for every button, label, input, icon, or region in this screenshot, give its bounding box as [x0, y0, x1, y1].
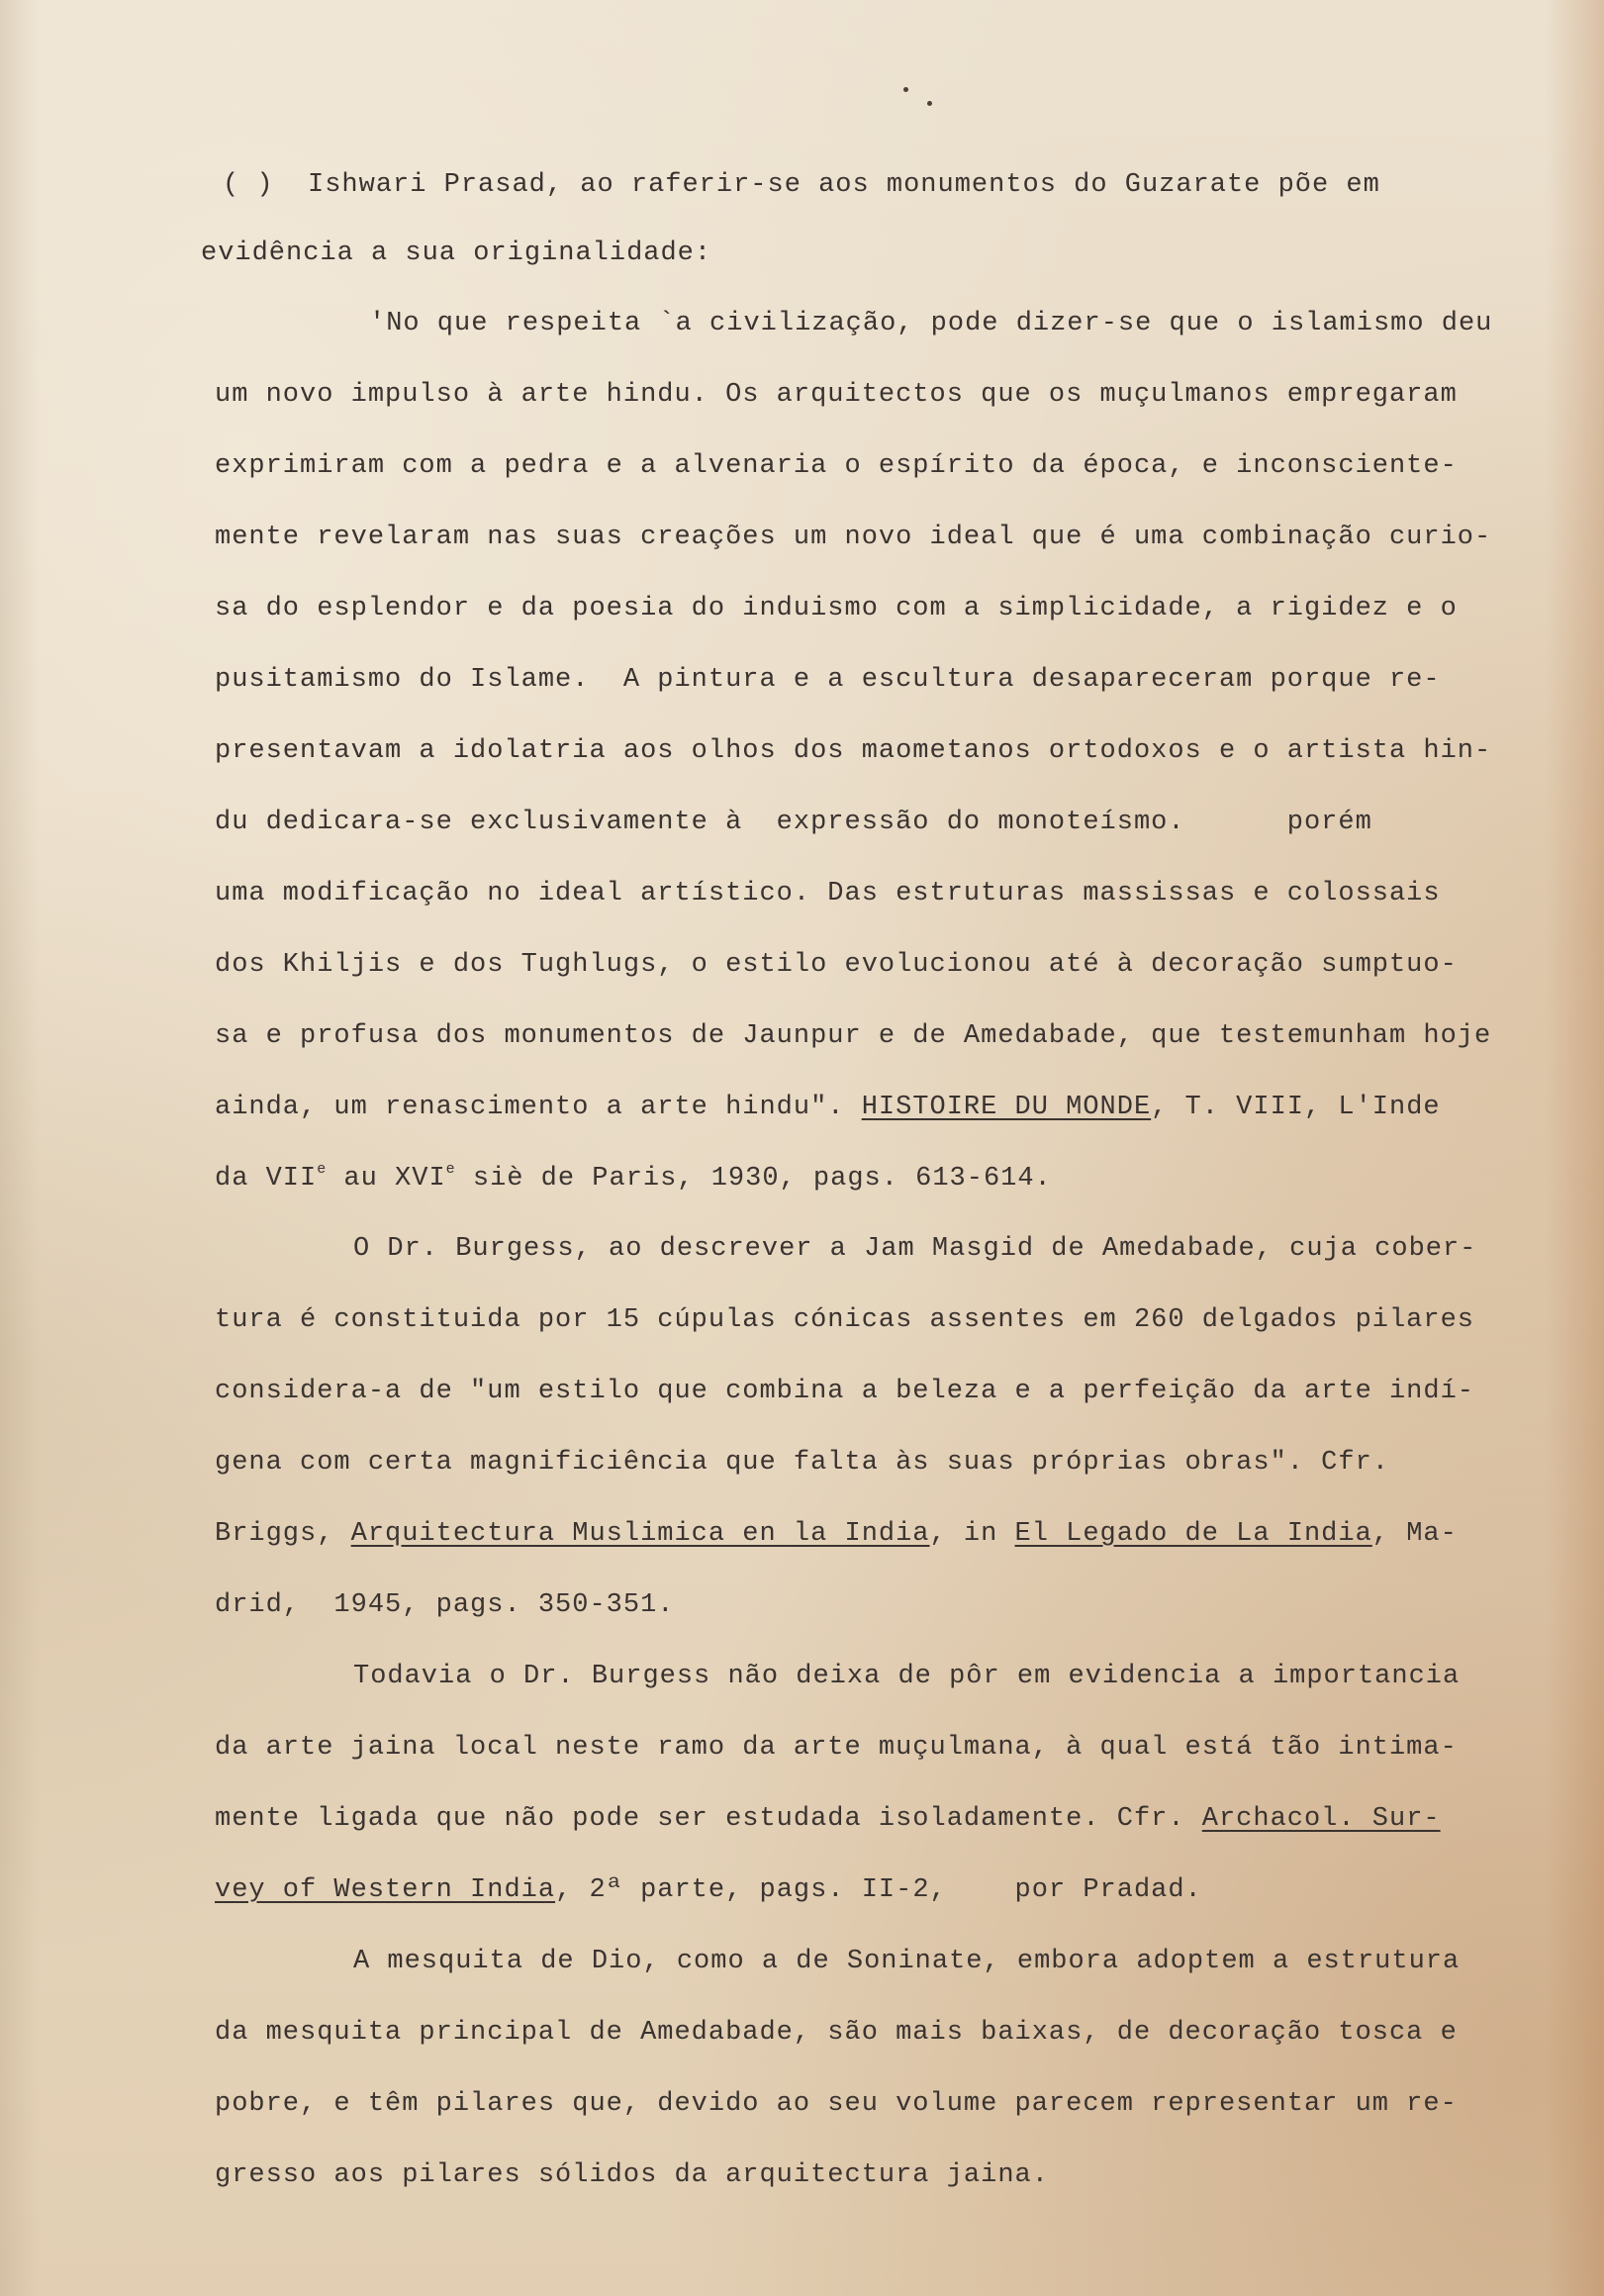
text-line: du dedicara-se exclusivamente à expressão do monoteísmo. porém: [215, 808, 1372, 837]
ink-speck: [903, 87, 908, 92]
text-line: tura é constituida por 15 cúpulas cónicas assentes em 260 delgados pilares: [215, 1305, 1474, 1335]
text-line: exprimiram com a pedra e a alvenaria o espírito da época, e inconsciente-: [215, 451, 1458, 481]
text-line: pusitamismo do Islame. A pintura e a escultura desapareceram porque re-: [215, 665, 1441, 695]
text-line: gresso aos pilares sólidos da arquitectura jaina.: [215, 2160, 1049, 2190]
text-line: uma modificação no ideal artístico. Das estruturas massissas e colossais: [215, 879, 1441, 909]
text-line: da mesquita principal de Amedabade, são mais baixas, de decoração tosca e: [215, 2018, 1458, 2048]
ink-speck: [927, 101, 932, 106]
text-line: drid, 1945, pags. 350-351.: [215, 1590, 675, 1620]
text-line: ainda, um renascimento a arte hindu". HISTOIRE DU MONDE, T. VIII, L'Inde: [215, 1093, 1441, 1122]
underlined-title: HISTOIRE DU MONDE: [861, 1093, 1152, 1122]
text-line: O Dr. Burgess, ao descrever a Jam Masgid de Amedabade, cuja cober-: [353, 1234, 1477, 1264]
text-line: gena com certa magnificiência que falta às suas próprias obras". Cfr.: [215, 1448, 1389, 1478]
underlined-title: Arquitectura Muslimica en la India: [350, 1519, 930, 1549]
page-edge-stain-right: [1545, 0, 1604, 2296]
text-line: A mesquita de Dio, como a de Soninate, embora adoptem a estrutura: [353, 1947, 1461, 1976]
text-line: pobre, e têm pilares que, devido ao seu volume parecem representar um re-: [215, 2089, 1458, 2119]
text-line: ( ) Ishwari Prasad, ao raferir-se aos monumentos do Guzarate põe em: [223, 170, 1380, 200]
text-line: da VIIe au XVIe siè de Paris, 1930, pags. 613-614.: [215, 1161, 1052, 1194]
note-marker: ( ): [223, 170, 309, 200]
text-line: Briggs, Arquitectura Muslimica en la India, in El Legado de La India, Ma-: [215, 1519, 1458, 1549]
text-line: da arte jaina local neste ramo da arte muçulmana, à qual está tão intima-: [215, 1733, 1458, 1763]
text-line: vey of Western India, 2ª parte, pags. II-2, por Pradad.: [215, 1875, 1202, 1905]
text-line: sa do esplendor e da poesia do induismo com a simplicidade, a rigidez e o: [215, 594, 1458, 623]
text-line: um novo impulso à arte hindu. Os arquitectos que os muçulmanos empregaram: [215, 380, 1458, 410]
text-line: evidência a sua originalidade:: [201, 239, 712, 268]
underlined-title: vey of Western India: [215, 1875, 556, 1905]
text-line: dos Khiljis e dos Tughlugs, o estilo evolucionou até à decoração sumptuo-: [215, 950, 1458, 980]
underlined-title: El Legado de La India: [1014, 1519, 1372, 1549]
text-line: 'No que respeita `a civilização, pode dizer-se que o islamismo deu: [369, 309, 1493, 338]
underlined-title: Archacol. Sur-: [1201, 1804, 1441, 1834]
text-line: mente ligada que não pode ser estudada isoladamente. Cfr. Archacol. Sur-: [215, 1804, 1441, 1834]
text-line: Todavia o Dr. Burgess não deixa de pôr em evidencia a importancia: [353, 1662, 1461, 1691]
text-line: mente revelaram nas suas creações um novo ideal que é uma combinação curio-: [215, 523, 1492, 552]
text-line: considera-a de "um estilo que combina a beleza e a perfeição da arte indí-: [215, 1377, 1474, 1406]
page-edge-shadow-left: [0, 0, 40, 2296]
text-line: presentavam a idolatria aos olhos dos maometanos ortodoxos e o artista hin-: [215, 736, 1492, 766]
text-line: sa e profusa dos monumentos de Jaunpur e de Amedabade, que testemunham hoje: [215, 1021, 1492, 1051]
